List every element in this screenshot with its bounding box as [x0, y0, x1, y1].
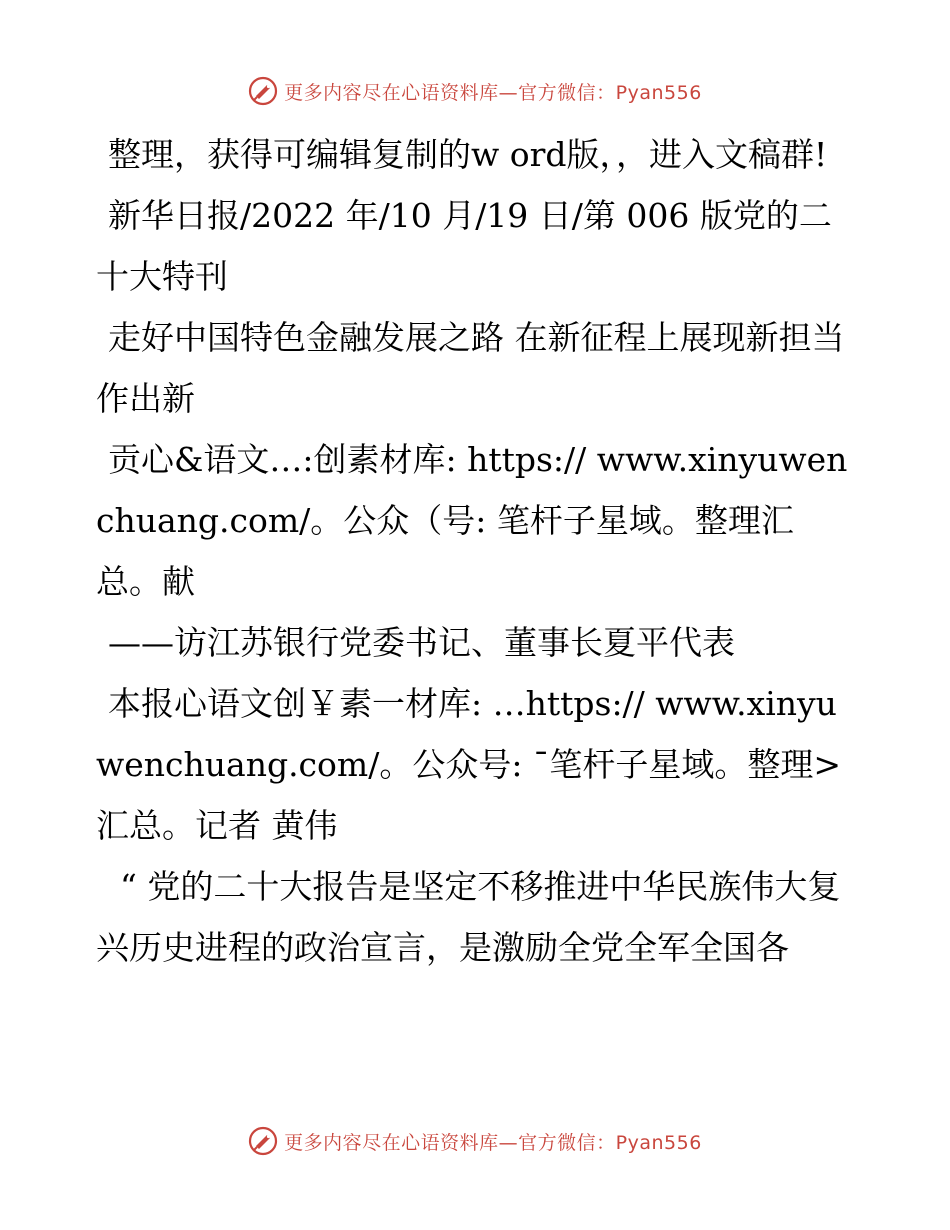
paragraph-headline: 走好中国特色金融发展之路 在新征程上展现新担当作出新	[96, 318, 845, 418]
pen-nib-logo-icon	[248, 76, 278, 106]
paragraph-reporter: 本报心语文创￥素一材库: …https:// www.xinyuwenchuang.com/。公众号: ¯笔杆子星域。整理>汇总。记者 黄伟	[96, 684, 842, 845]
footer-banner	[0, 1121, 950, 1161]
footer-banner-text: 更多内容尽在心语资料库—官方微信：Pyan556	[284, 1131, 702, 1154]
paragraph-subtitle: ——访江苏银行党委书记、董事长夏平代表	[108, 623, 735, 662]
paragraph-intro: 整理，获得可编辑复制的w ord版，，进入文稿群!	[108, 135, 828, 174]
paragraph-source: 新华日报/2022 年/10 月/19 日/第 006 版党的二十大特刊	[96, 196, 832, 296]
document-body	[96, 124, 856, 978]
header-banner	[0, 71, 950, 111]
paragraph-watermark-1: 贡心&语文…:创素材库: https:// www.xinyuwenchuang.com/。公众（号: 笔杆子星域。整理汇总。献	[96, 440, 848, 601]
paragraph-quote: “ 党的二十大报告是坚定不移推进中华民族伟大复兴历史进程的政治宣言，是激励全党全军全国各	[96, 867, 841, 967]
pen-nib-logo-icon	[248, 1126, 278, 1156]
header-banner-text: 更多内容尽在心语资料库—官方微信：Pyan556	[284, 81, 702, 104]
